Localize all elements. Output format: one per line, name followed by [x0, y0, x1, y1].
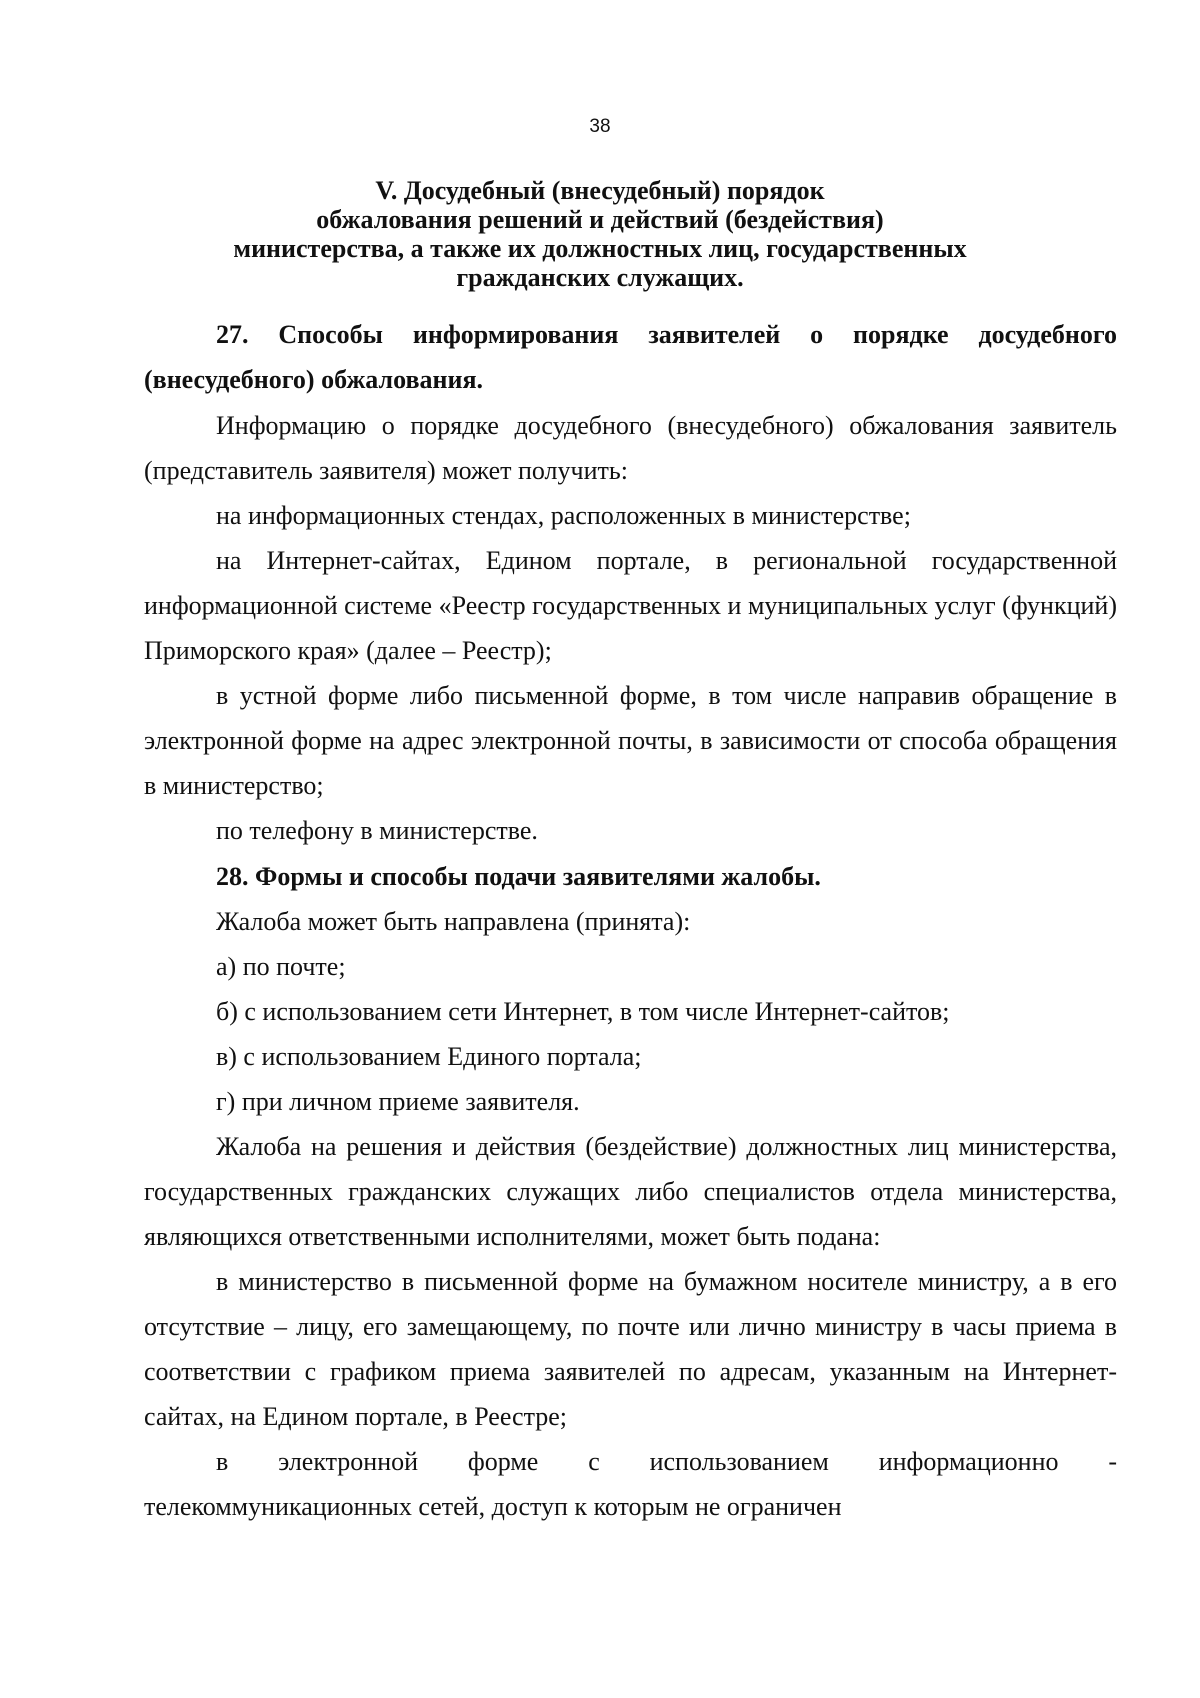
list-item: а) по почте; [216, 952, 346, 981]
list-item: г) при личном приеме заявителя. [216, 1087, 580, 1116]
section-heading-line: министерства, а также их должностных лиц, государственных [233, 234, 967, 263]
paragraph: в устной форме либо письменной форме, в том числе направив обращение в электронной форме на адрес электронной почты, в зависимости от способа обращения в министерство; [144, 681, 1117, 800]
page-number: 38 [589, 116, 611, 137]
list-item: б) с использованием сети Интернет, в том числе Интернет-сайтов; [216, 997, 950, 1026]
document-body [144, 312, 1117, 1529]
section-heading [140, 176, 1060, 292]
paragraph: в министерство в письменной форме на бумажном носителе министру, а в его отсутствие – лицу, его замещающему, по почте или лично министру в часы приема в соответствии с графиком приема заявителей по адресам, указанным на Интернет-сайтах, на Едином портале, в Реестре; [144, 1267, 1117, 1431]
paragraph: Информацию о порядке досудебного (внесудебного) обжалования заявитель (представитель заявителя) может получить: [144, 411, 1117, 485]
subsection-heading-28: 28. Формы и способы подачи заявителями жалобы. [216, 862, 821, 891]
subsection-heading-27: 27. Способы информирования заявителей о порядке досудебного (внесудебного) обжалования. [144, 320, 1117, 394]
list-item: в) с использованием Единого портала; [216, 1042, 642, 1071]
paragraph: Жалоба на решения и действия (бездействие) должностных лиц министерства, государственных гражданских служащих либо специалистов отдела министерства, являющихся ответственными исполнителями, может быть подана: [144, 1132, 1117, 1251]
paragraph: Жалоба может быть направлена (принята): [216, 907, 691, 936]
paragraph: по телефону в министерстве. [216, 816, 538, 845]
section-heading-line: V. Досудебный (внесудебный) порядок [375, 176, 825, 205]
paragraph: в электронной форме с использованием информационно - телекоммуникационных сетей, доступ к которым не ограничен [144, 1447, 1117, 1521]
paragraph: на информационных стендах, расположенных в министерстве; [216, 501, 911, 530]
paragraph: на Интернет-сайтах, Едином портале, в региональной государственной информационной системе «Реестр государственных и муниципальных услуг (функций) Приморского края» (далее – Реестр); [144, 546, 1117, 665]
section-heading-line: гражданских служащих. [456, 263, 744, 292]
section-heading-line: обжалования решений и действий (бездействия) [316, 205, 884, 234]
